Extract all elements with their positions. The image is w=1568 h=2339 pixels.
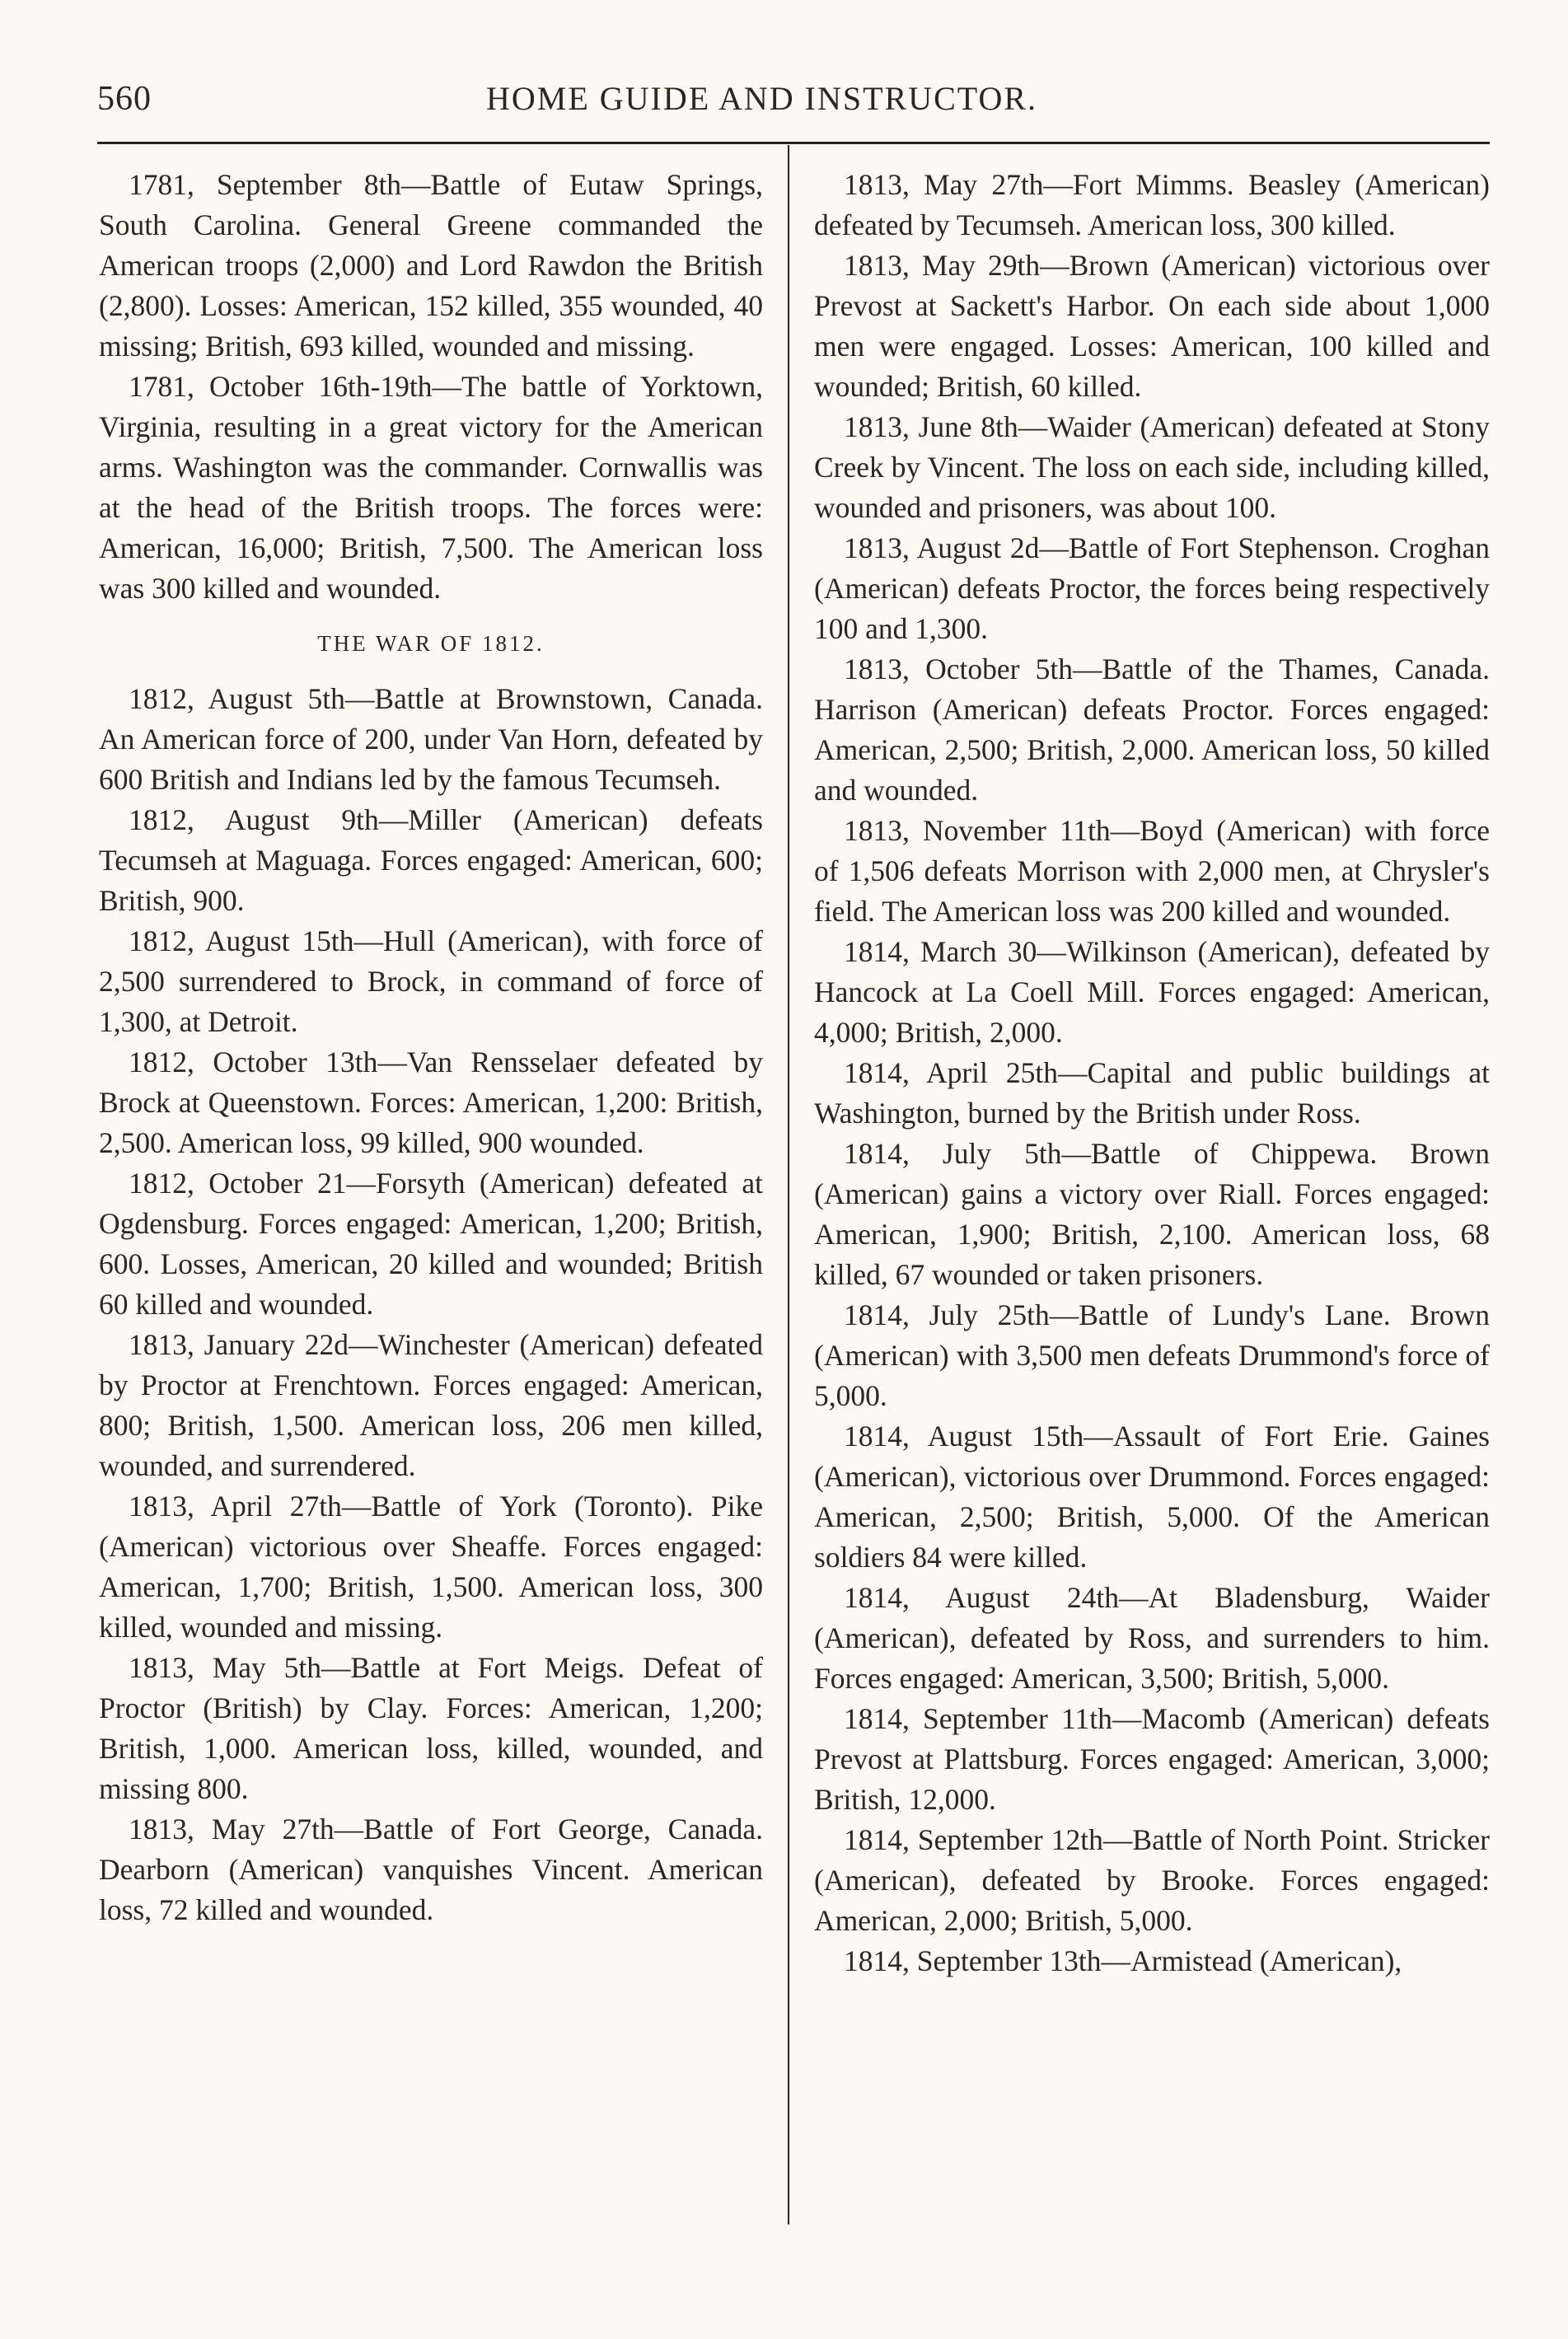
running-head: HOME GUIDE AND INSTRUCTOR.	[486, 80, 1038, 117]
entry: 1812, August 9th—Miller (American) defeats Tecumseh at Maguaga. Forces engaged: American, 600; British, 900.	[99, 803, 763, 917]
entry: 1814, July 5th—Battle of Chippewa. Brown (American) gains a victory over Riall. Forces engaged: American, 1,900; British, 2,100. American loss, 68 killed, 67 wounded or taken prisoners.	[814, 1137, 1490, 1291]
entry: 1814, August 24th—At Bladensburg, Waider (American), defeated by Ross, and surrenders to him. Forces engaged: American, 3,500; British, 5,000.	[814, 1581, 1490, 1695]
entry: 1813, April 27th—Battle of York (Toronto). Pike (American) victorious over Sheaffe. Forces engaged: American, 1,700; British, 1,500. American loss, 300 killed, wounded and missing.	[99, 1490, 763, 1644]
entry: 1812, August 15th—Hull (American), with force of 2,500 surrendered to Brock, in command of force of 1,300, at Detroit.	[99, 924, 763, 1038]
entry: 1814, September 11th—Macomb (American) defeats Prevost at Plattsburg. Forces engaged: American, 3,000; British, 12,000.	[814, 1702, 1490, 1816]
entry: 1813, August 2d—Battle of Fort Stephenson. Croghan (American) defeats Proctor, the forces being respectively 100 and 1,300.	[814, 531, 1490, 645]
entry: 1812, October 13th—Van Rensselaer defeated by Brock at Queenstown. Forces: American, 1,200: British, 2,500. American loss, 99 killed, 900 wounded.	[99, 1046, 763, 1159]
entry: 1813, May 5th—Battle at Fort Meigs. Defeat of Proctor (British) by Clay. Forces: American, 1,200; British, 1,000. American loss, killed, wounded, and missing 800.	[99, 1651, 763, 1805]
entry: 1814, August 15th—Assault of Fort Erie. Gaines (American), victorious over Drummond. Forces engaged: American, 2,500; British, 5,000. Of the American soldiers 84 were killed.	[814, 1420, 1490, 1574]
entry: 1813, May 27th—Fort Mimms. Beasley (American) defeated by Tecumseh. American loss, 300 killed.	[814, 168, 1490, 241]
entry: 1814, April 25th—Capital and public buildings at Washington, burned by the British under Ross.	[814, 1056, 1490, 1130]
entry: 1813, October 5th—Battle of the Thames, Canada. Harrison (American) defeats Proctor. Forces engaged: American, 2,500; British, 2,000. American loss, 50 killed and wounded.	[814, 653, 1490, 807]
right-column	[814, 165, 1490, 1981]
column-divider	[788, 145, 789, 2224]
entry: 1812, October 21—Forsyth (American) defeated at Ogdensburg. Forces engaged: American, 1,200; British, 600. Losses, American, 20 killed and wounded; British 60 killed and wounded.	[99, 1167, 763, 1321]
entry: 1814, September 12th—Battle of North Point. Stricker (American), defeated by Brooke. Forces engaged: American, 2,000; British, 5,000.	[814, 1823, 1490, 1937]
page-number: 560	[97, 80, 152, 118]
left-column	[99, 165, 763, 1930]
entry: 1814, July 25th—Battle of Lundy's Lane. Brown (American) with 3,500 men defeats Drummond's force of 5,000.	[814, 1298, 1490, 1412]
header-rule	[97, 142, 1490, 144]
entry: 1781, October 16th-19th—The battle of Yorktown, Virginia, resulting in a great victory for the American arms. Washington was the commander. Cornwallis was at the head of the British troops. The forces were: American, 16,000; British, 7,500. The American loss was 300 killed and wounded.	[99, 370, 763, 605]
entry: 1812, August 5th—Battle at Brownstown, Canada. An American force of 200, under Van Horn, defeated by 600 British and Indians led by the famous Tecumseh.	[99, 682, 763, 796]
entry: 1813, January 22d—Winchester (American) defeated by Proctor at Frenchtown. Forces engaged: American, 800; British, 1,500. American loss, 206 men killed, wounded, and surrendered.	[99, 1328, 763, 1482]
entry: 1813, June 8th—Waider (American) defeated at Stony Creek by Vincent. The loss on each side, including killed, wounded and prisoners, was about 100.	[814, 410, 1490, 524]
entry: 1781, September 8th—Battle of Eutaw Springs, South Carolina. General Greene commanded the American troops (2,000) and Lord Rawdon the British (2,800). Losses: American, 152 killed, 355 wounded, 40 missing; British, 693 killed, wounded and missing.	[99, 168, 763, 363]
entry: 1813, May 29th—Brown (American) victorious over Prevost at Sackett's Harbor. On each side about 1,000 men were engaged. Losses: American, 100 killed and wounded; British, 60 killed.	[814, 249, 1490, 403]
entry: 1813, May 27th—Battle of Fort George, Canada. Dearborn (American) vanquishes Vincent. American loss, 72 killed and wounded.	[99, 1813, 763, 1926]
entry: 1813, November 11th—Boyd (American) with force of 1,506 defeats Morrison with 2,000 men, at Chrysler's field. The American loss was 200 killed and wounded.	[814, 814, 1490, 928]
section-heading: THE WAR OF 1812.	[317, 631, 545, 656]
entry: 1814, March 30—Wilkinson (American), defeated by Hancock at La Coell Mill. Forces engaged: American, 4,000; British, 2,000.	[814, 935, 1490, 1049]
entry: 1814, September 13th—Armistead (American),	[844, 1944, 1402, 1977]
